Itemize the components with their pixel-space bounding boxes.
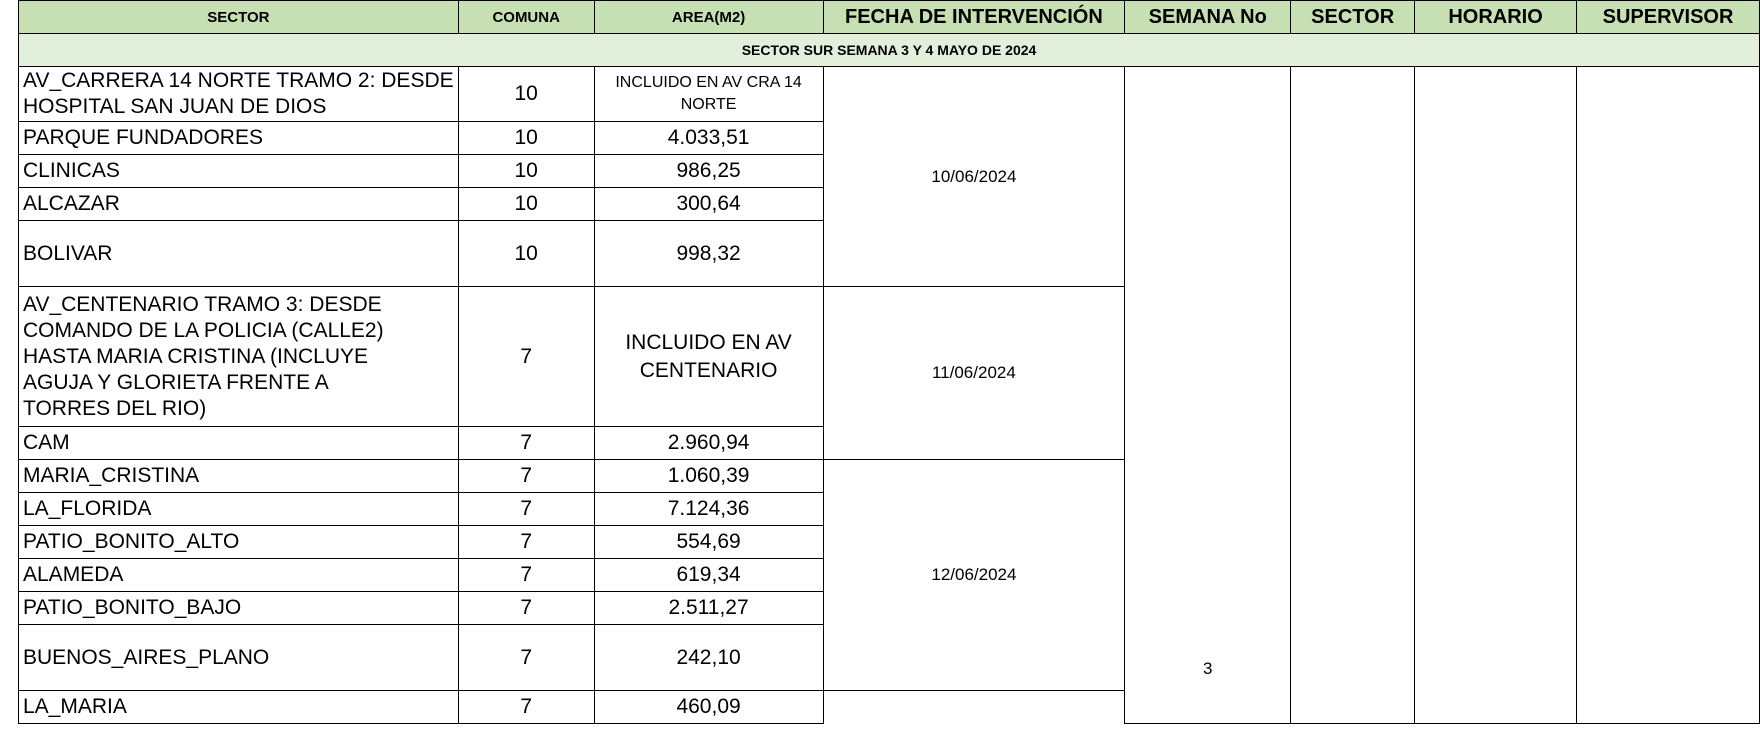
header-row: [19, 1, 1760, 34]
header-horario: HORARIO: [1415, 1, 1577, 34]
cell-sector: MARIA_CRISTINA: [19, 460, 459, 493]
cell-comuna: 7: [458, 526, 594, 559]
cell-comuna: 7: [458, 559, 594, 592]
header-area: AREA(M2): [594, 1, 823, 34]
cell-comuna: 10: [458, 122, 594, 155]
cell-sector: BUENOS_AIRES_PLANO: [19, 625, 459, 691]
cell-sector: LA_MARIA: [19, 691, 459, 724]
cell-area: 619,34: [594, 559, 823, 592]
cell-date: 12/06/2024: [823, 460, 1125, 691]
cell-area: INCLUIDO EN AV CENTENARIO: [594, 287, 823, 427]
table-row: [19, 67, 1760, 122]
cell-comuna: 7: [458, 625, 594, 691]
cell-area: 4.033,51: [594, 122, 823, 155]
cell-area: INCLUIDO EN AV CRA 14 NORTE: [594, 67, 823, 122]
cell-sector-empty: [1291, 67, 1415, 724]
header-semana: SEMANA No: [1125, 1, 1291, 34]
cell-comuna: 7: [458, 493, 594, 526]
cell-comuna: 7: [458, 287, 594, 427]
cell-comuna: 10: [458, 67, 594, 122]
cell-comuna: 10: [458, 188, 594, 221]
banner-title: SECTOR SUR SEMANA 3 Y 4 MAYO DE 2024: [19, 34, 1760, 67]
schedule-table: [18, 0, 1760, 724]
header-sector-2: SECTOR: [1291, 1, 1415, 34]
header-supervisor: SUPERVISOR: [1577, 1, 1760, 34]
cell-sector: BOLIVAR: [19, 221, 459, 287]
cell-sector: PATIO_BONITO_ALTO: [19, 526, 459, 559]
cell-area: 998,32: [594, 221, 823, 287]
cell-area: 242,10: [594, 625, 823, 691]
cell-comuna: 10: [458, 155, 594, 188]
cell-sector: AV_CENTENARIO TRAMO 3: DESDE COMANDO DE LA POLICIA (CALLE2) HASTA MARIA CRISTINA (INCLUYE AGUJA Y GLORIETA FRENTE A TORRES DEL RIO): [19, 287, 459, 427]
cell-area: 300,64: [594, 188, 823, 221]
header-sector: SECTOR: [19, 1, 459, 34]
cell-comuna: 7: [458, 691, 594, 724]
cell-area: 986,25: [594, 155, 823, 188]
cell-sector: CLINICAS: [19, 155, 459, 188]
schedule-sheet: [18, 0, 1760, 724]
cell-sector: LA_FLORIDA: [19, 493, 459, 526]
cell-area: 1.060,39: [594, 460, 823, 493]
cell-date: 11/06/2024: [823, 287, 1125, 460]
cell-comuna: 7: [458, 592, 594, 625]
cell-semana: 3: [1125, 67, 1291, 724]
cell-area: 2.511,27: [594, 592, 823, 625]
cell-sector: AV_CARRERA 14 NORTE TRAMO 2: DESDE HOSPITAL SAN JUAN DE DIOS: [19, 67, 459, 122]
cell-area: 7.124,36: [594, 493, 823, 526]
cell-sector: ALAMEDA: [19, 559, 459, 592]
cell-sector: ALCAZAR: [19, 188, 459, 221]
cell-date: 10/06/2024: [823, 67, 1125, 287]
header-fecha: FECHA DE INTERVENCIÓN: [823, 1, 1125, 34]
cell-area: 554,69: [594, 526, 823, 559]
cell-comuna: 10: [458, 221, 594, 287]
cell-area: 460,09: [594, 691, 823, 724]
banner-row: [19, 34, 1760, 67]
cell-supervisor-empty: [1577, 67, 1760, 724]
cell-sector: PARQUE FUNDADORES: [19, 122, 459, 155]
cell-area: 2.960,94: [594, 427, 823, 460]
cell-sector: PATIO_BONITO_BAJO: [19, 592, 459, 625]
cell-horario-empty: [1415, 67, 1577, 724]
cell-comuna: 7: [458, 427, 594, 460]
header-comuna: COMUNA: [458, 1, 594, 34]
cell-comuna: 7: [458, 460, 594, 493]
cell-sector: CAM: [19, 427, 459, 460]
